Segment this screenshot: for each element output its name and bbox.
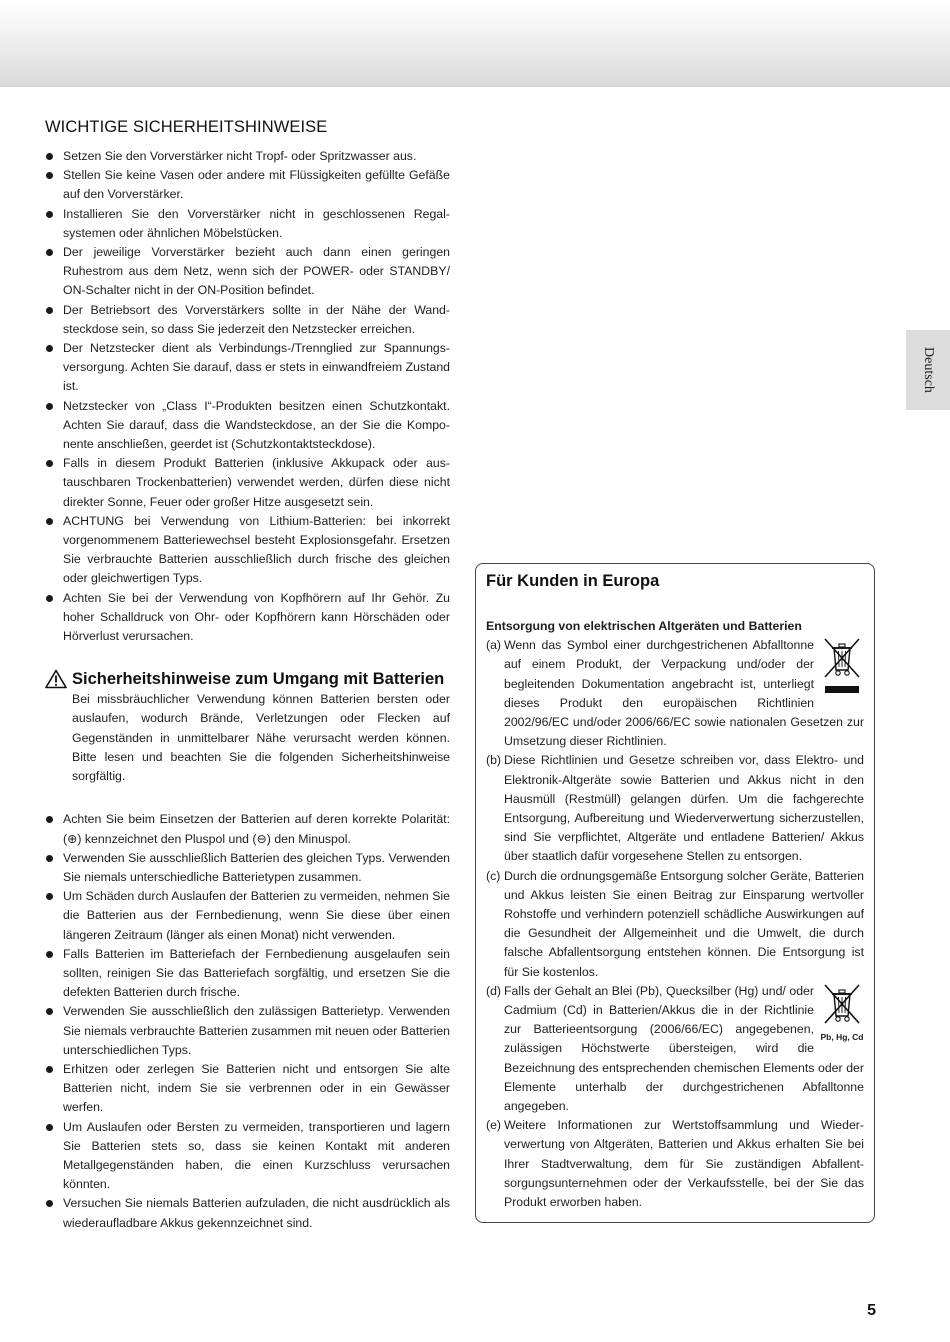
battery-item — [45, 887, 450, 945]
safety-item-text: Der jeweilige Vorverstärker bezieht auch dann einen geringen Ruhestrom aus dem Netz, wenn sich der POWER- oder STANDBY/ ON-Schalter nicht in der ON-Position befindet. — [63, 245, 450, 298]
battery-item — [45, 849, 450, 887]
battery-item-text: Verwenden Sie ausschließlich Batterien des gleichen Typs. Verwenden Sie niemals unterschiedliche Batterietypen zusammen. — [63, 850, 450, 884]
bullet-icon — [46, 172, 53, 179]
warning-triangle-icon — [45, 669, 67, 689]
bullet-icon — [46, 1008, 53, 1015]
safety-item — [45, 166, 450, 204]
bullet-icon — [46, 595, 53, 602]
bullet-icon — [46, 211, 53, 218]
safety-title: WICHTIGE SICHERHEITSHINWEISE — [45, 118, 328, 136]
battery-item — [45, 1060, 450, 1118]
europe-item-label: (e) — [486, 1118, 502, 1133]
bullet-icon — [46, 345, 53, 352]
europe-item-e — [486, 1116, 864, 1212]
europe-item-d — [486, 982, 864, 1116]
safety-item-text: Der Betriebsort des Vorverstärkers sollte in der Nähe der Wandsteckdose sein, so dass Sie jederzeit den Netzstecker erreichen. — [63, 302, 450, 336]
battery-item-text: Achten Sie beim Einsetzen der Batterien auf deren korrekte Polarität: (⊕) kennzeichnet den Pluspol und (⊖) den Minuspol. — [63, 812, 450, 846]
battery-item — [45, 945, 450, 1003]
europe-item-b — [486, 751, 864, 866]
europe-list — [486, 636, 864, 1212]
battery-item-text: Um Auslaufen oder Bersten zu vermeiden, transportieren und lagern Sie Batterien stets so, dass sie keinen Kontakt mit anderen Metallgegenständen haben, die einen Kurzschluss verursachen könnten. — [63, 1119, 450, 1192]
battery-heading — [45, 669, 450, 689]
safety-item-text: Netzstecker von „Class Ι“-Produkten besitzen einen Schutzkontakt. Achten Sie darauf, dass die Wandsteckdose, an der Sie die Komponente anschließen, geerdet ist (Schutzkontaktsteckdose). — [63, 398, 450, 452]
battery-item — [45, 810, 450, 848]
bullet-icon — [46, 1124, 53, 1131]
battery-item-text: Versuchen Sie niemals Batterien aufzuladen, die nicht ausdrücklich als wiederaufladbare Akkus gekennzeichnet sind. — [63, 1196, 450, 1230]
chemical-symbols-label: Pb, Hg, Cd — [820, 1031, 864, 1042]
safety-item — [45, 339, 450, 397]
weee-bar — [825, 686, 859, 693]
bullet-icon — [46, 1200, 53, 1207]
battery-item — [45, 1002, 450, 1060]
battery-title: Sicherheitshinweise zum Umgang mit Batterien — [72, 669, 445, 688]
europe-item-text: Falls der Gehalt an Blei (Pb), Quecksilber (Hg) und/ oder Cadmium (Cd) in Batterien/Akkus die in der Richtlinie zur Batterieentsorgung (2006/66/EC) angegebenen, zulässigen Höchstwerte übersteigen, wird die Bezeichnung des entsprechenden chemischen Elements oder der Elemente unterhalb der durchgestrichenen Abfalltonne angegeben. — [504, 983, 864, 1114]
battery-list — [45, 810, 450, 1232]
europe-item-c — [486, 867, 864, 982]
safety-item-text: Setzen Sie den Vorverstärker nicht Tropf- oder Spritzwasser aus. — [63, 149, 417, 163]
bullet-icon — [46, 307, 53, 314]
bullet-icon — [46, 518, 53, 525]
europe-item-label: (c) — [486, 868, 501, 883]
safety-item — [45, 397, 450, 455]
safety-item — [45, 243, 450, 301]
battery-weee-symbol — [820, 982, 864, 1047]
safety-item-text: Installieren Sie den Vorverstärker nicht in geschlossenen Regalsystemen oder ähnlichen Möbelstücken. — [63, 206, 450, 240]
bullet-icon — [46, 460, 53, 467]
crossed-bin-icon — [820, 982, 864, 1026]
europe-item-text: Weitere Informationen zur Wertstoffsammlung und Wiederverwertung von Altgeräten, Batterien und Akkus erhalten Sie bei Ihrer Stadtverwaltung, dem für Sie zuständigen Abfallentsorgungsunternehmen oder der Verkaufsstelle, bei der Sie das Produkt erworben haben. — [504, 1118, 864, 1210]
safety-item-text: Falls in diesem Produkt Batterien (inklusive Akkupack oder austauschbaren Trockenbatterien) verwendet werden, dürfen diese nicht direkter Sonne, Feuer oder großer Hitze ausgesetzt sein. — [63, 456, 450, 509]
page-number: 5 — [867, 1302, 876, 1319]
header-band — [0, 0, 950, 87]
safety-item — [45, 301, 450, 339]
safety-item — [45, 205, 450, 243]
crossed-bin-icon — [820, 636, 864, 680]
safety-item — [45, 454, 450, 512]
europe-subtitle: Entsorgung von elektrischen Altgeräten und Batterien — [486, 619, 802, 633]
language-tab — [906, 330, 950, 410]
bullet-icon — [46, 816, 53, 823]
safety-column — [45, 118, 450, 1233]
safety-item-text: Achten Sie bei der Verwendung von Kopfhörern auf Ihr Gehör. Zu hoher Schalldruck von Ohr- oder Kopfhörern kann Hörschäden oder Hörverlust verursachen. — [63, 590, 450, 644]
battery-item — [45, 1118, 450, 1195]
europe-title: Für Kunden in Europa — [486, 572, 660, 590]
europe-item-a — [486, 636, 864, 751]
safety-item-text: Der Netzstecker dient als Verbindungs-/Trennglied zur Spannungsversorgung. Achten Sie darauf, dass er stets in einwandfreiem Zustand ist. — [63, 341, 450, 394]
bullet-icon — [46, 1066, 53, 1073]
bullet-icon — [46, 153, 53, 160]
bullet-icon — [46, 893, 53, 900]
safety-item — [45, 512, 450, 589]
battery-item — [45, 1194, 450, 1232]
europe-box — [475, 563, 875, 1223]
bullet-icon — [46, 855, 53, 862]
safety-item-text: ACHTUNG bei Verwendung von Lithium-Batterien: bei inkorrekt vorgenommenem Batteriewechsel besteht Explosionsgefahr. Ersetzen Sie verbrauchte Batterien ausschließlich durch frische des gleichen oder gleichwertigen Typs. — [63, 513, 450, 586]
battery-item-text: Verwenden Sie ausschließlich den zulässigen Batterietyp. Verwenden Sie niemals verbrauchte Batterien zusammen mit neuen oder Batterien unterschiedlichen Typs. — [63, 1004, 450, 1057]
europe-item-label: (b) — [486, 753, 502, 768]
battery-item-text: Um Schäden durch Auslaufen der Batterien zu vermeiden, nehmen Sie die Batterien aus der Fernbedienung, wenn Sie diese über einen längeren Zeitraum (länger als einen Monat) nicht verwenden. — [63, 889, 450, 942]
safety-item-text: Stellen Sie keine Vasen oder andere mit Flüssigkeiten gefüllte Gefäße auf den Vorverstärker. — [63, 168, 450, 202]
language-tab-label: Deutsch — [921, 347, 936, 393]
bullet-icon — [46, 951, 53, 958]
europe-item-text: Durch die ordnungsgemäße Entsorgung solcher Geräte, Batterien und Akkus leisten Sie einen Beitrag zur Einsparung wertvoller Rohstoffe und verhindern potenziell schädliche Auswirkungen auf die Gesundheit der Allgemeinheit und die Umwelt, die durch falsche Abfallentsorgung entstehen können. Die Entsorgung ist für Sie kostenlos. — [504, 868, 864, 979]
weee-symbol — [820, 636, 864, 693]
europe-item-label: (a) — [486, 638, 502, 653]
battery-intro: Bei missbräuchlicher Verwendung können Batterien bersten oder auslaufen, wodurch Brände, Verletzungen oder Flecken auf Gegenständen in unmittelbarer Nähe verursacht werden können. Bitte lesen und beachten Sie die folgenden Sicherheitshinweise sorgfältig. — [72, 692, 450, 784]
battery-item-text: Erhitzen oder zerlegen Sie Batterien nicht und entsorgen Sie alte Batterien nicht, indem Sie sie verbrennen oder in ein Gewässer werfen. — [63, 1061, 450, 1115]
safety-item — [45, 147, 450, 166]
bullet-icon — [46, 403, 53, 410]
safety-list — [45, 147, 450, 646]
europe-item-text: Diese Richtlinien und Gesetze schreiben vor, dass Elektro- und Elektronik-Altgeräte sowie Batterien und Akkus nicht in den Hausmüll (Restmüll) gelangen dürfen. Um die fachgerechte Entsorgung, Aufbereitung und Wiederverwertung sicherzustellen, sind Sie verpflichtet, Altgeräte und entladene Batterien/ Akkus über staatlich dafür vorgesehene Stellen zu entsorgen. — [504, 753, 864, 864]
battery-item-text: Falls Batterien im Batteriefach der Fernbedienung ausgelaufen sein sollten, reinigen Sie das Batteriefach sorgfältig, und ersetzen Sie die defekten Batterien durch frische. — [63, 946, 450, 1000]
safety-item — [45, 589, 450, 647]
europe-item-text: Wenn das Symbol einer durchgestrichenen Abfalltonne auf einem Produkt, der Verpackung und/oder der begleitenden Dokumentation angebracht ist, unterliegt dieses Produkt den europäischen Richtlinien 2002/96/EC und/oder 2006/66/EC sowie nationalen Gesetzen zur Umsetzung dieser Richtlinien. — [504, 638, 864, 749]
bullet-icon — [46, 249, 53, 256]
europe-item-label: (d) — [486, 983, 502, 998]
